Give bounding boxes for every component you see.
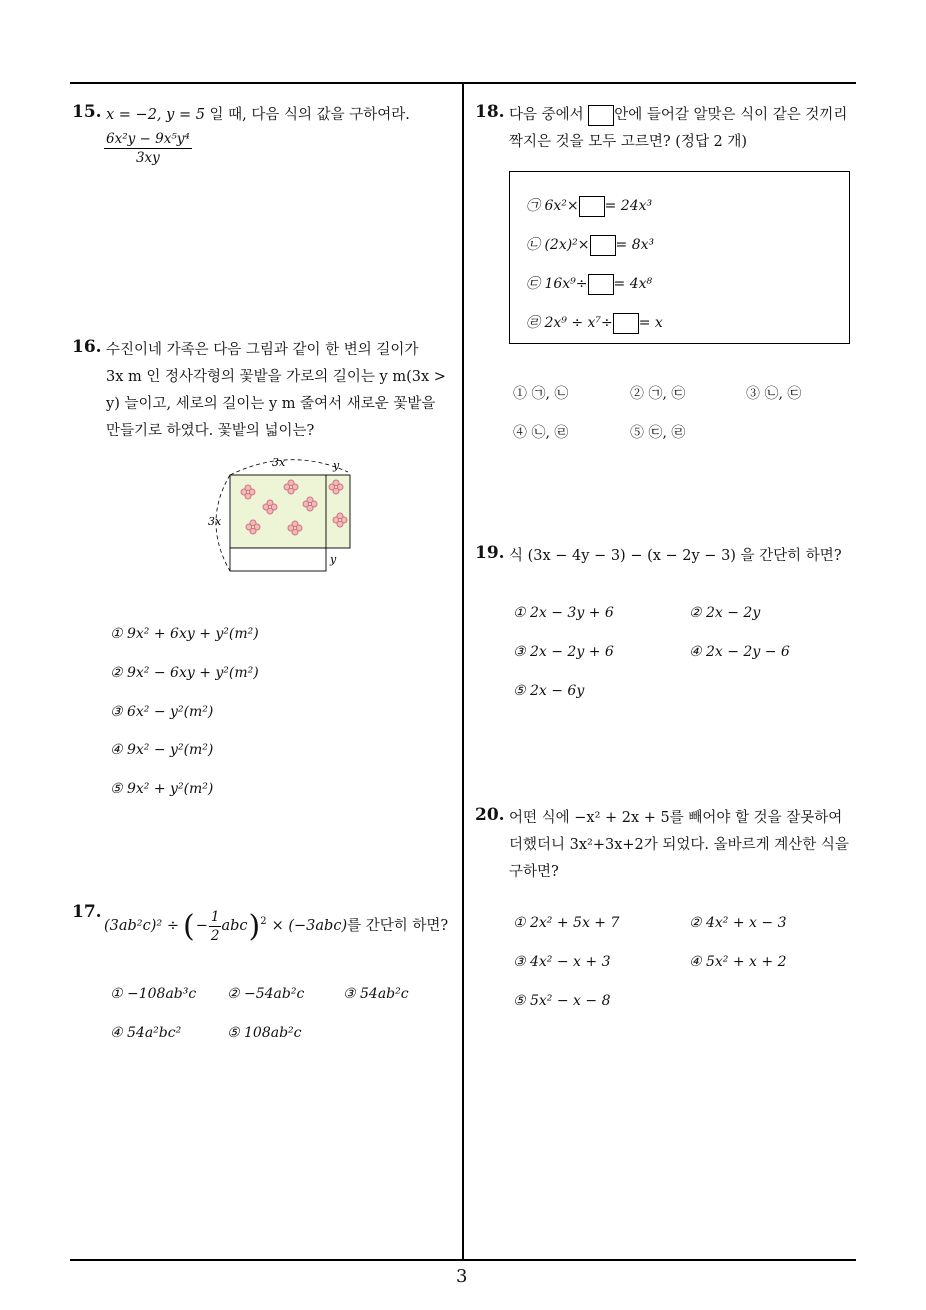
line: 더했더니 3x²+3x+2가 되었다. 올바르게 계산한 식을: [509, 837, 849, 853]
condition: x = −2, y = 5: [106, 107, 205, 123]
item-label: ㉣: [526, 315, 540, 331]
blank-box: [579, 196, 605, 217]
top-dashed-arc: [230, 460, 348, 475]
line: 구하면?: [509, 864, 559, 880]
column-divider: [462, 82, 464, 1260]
line: 안에 들어갈 알맞은 식이 같은 것끼리: [614, 107, 848, 123]
question-number: 19.: [475, 543, 505, 563]
exponent: 2: [260, 916, 267, 927]
item-left: (2x)²×: [544, 237, 590, 253]
option-4[interactable]: ④ ㉡, ㉣: [513, 425, 569, 441]
numerator: 1: [210, 908, 220, 925]
item-label: ㉠: [526, 198, 540, 214]
paren-open: (: [182, 908, 195, 944]
question-number: 16.: [72, 337, 102, 357]
line: 다음 중에서: [509, 107, 584, 123]
question-text: [106, 102, 410, 129]
flower-garden-figure: [200, 452, 370, 582]
item-right: = 4x⁸: [613, 276, 653, 292]
expression-right: × (−3abc): [271, 917, 348, 934]
line: 3x m 인 정사각형의 꽃밭을 가로의 길이는 y m(3x >: [106, 369, 446, 385]
item-right: = 24x³: [604, 198, 653, 214]
option-1[interactable]: ① 9x² + 6xy + y²(m²): [110, 626, 259, 642]
question-text: [104, 906, 448, 946]
expression-left: (3ab²c)² ÷: [104, 917, 179, 934]
option-2[interactable]: ② 2x − 2y: [689, 605, 761, 621]
line: 수진이네 가족은 다음 그림과 같이 한 변의 길이가: [106, 342, 419, 358]
line: 어떤 식에 −x² + 2x + 5를 빼어야 할 것을 잘못하여: [509, 810, 843, 826]
item-left: 16x⁹÷: [544, 276, 588, 292]
removed-strip: [230, 548, 326, 571]
question-number: 20.: [475, 805, 505, 825]
numerator: 6x²y − 9x⁵y⁴: [106, 131, 190, 147]
line: y) 늘이고, 세로의 길이는 y m 줄여서 새로운 꽃밭을: [106, 396, 436, 412]
label-top-y: y: [333, 459, 340, 472]
blank-box: [588, 105, 614, 126]
page-number: 3: [456, 1266, 468, 1287]
option-5[interactable]: ⑤ 2x − 6y: [513, 683, 585, 699]
option-4[interactable]: ④ 5x² + x + 2: [689, 954, 787, 970]
item-label: ㉡: [526, 237, 540, 253]
label-top-3x: 3x: [272, 456, 286, 469]
option-3[interactable]: ③ 4x² − x + 3: [513, 954, 611, 970]
option-5[interactable]: ⑤ 5x² − x − 8: [513, 993, 611, 1009]
item-right: = 8x³: [615, 237, 655, 253]
item-left: 6x²×: [544, 198, 579, 214]
prompt: 일 때, 다음 식의 값을 구하여라.: [209, 107, 410, 123]
question-number: 17.: [72, 902, 102, 922]
item-label: ㉢: [526, 276, 540, 292]
question-text: [106, 337, 456, 445]
option-5[interactable]: ⑤ 108ab²c: [227, 1025, 302, 1041]
line: 만들기로 하였다. 꽃밭의 넓이는?: [106, 423, 315, 439]
label-left-3x: 3x: [208, 515, 222, 528]
question-number: 15.: [72, 102, 102, 122]
option-1[interactable]: ① ㉠, ㉡: [513, 386, 569, 402]
item-1: [526, 195, 652, 217]
prompt: 를 간단히 하면?: [347, 917, 449, 934]
option-4[interactable]: ④ 9x² − y²(m²): [110, 742, 214, 758]
option-5[interactable]: ⑤ ㉢, ㉣: [630, 425, 686, 441]
item-right: = x: [638, 315, 663, 331]
option-2[interactable]: ② 9x² − 6xy + y²(m²): [110, 665, 259, 681]
blank-box: [613, 313, 639, 334]
question-text: [509, 102, 847, 156]
blank-box: [590, 235, 616, 256]
denominator: 2: [210, 927, 220, 944]
option-1[interactable]: ① −108ab³c: [110, 986, 197, 1002]
fraction: [209, 908, 222, 945]
item-4: [526, 312, 663, 334]
question-number: 18.: [475, 102, 505, 122]
expression-inside: abc: [221, 917, 248, 934]
option-5[interactable]: ⑤ 9x² + y²(m²): [110, 781, 214, 797]
item-left: 2x⁹ ÷ x⁷÷: [544, 315, 613, 331]
option-4[interactable]: ④ 54a²bc²: [110, 1025, 182, 1041]
question-text: [509, 805, 859, 886]
question-text: 식 (3x − 4y − 3) − (x − 2y − 3) 을 간단히 하면?: [509, 548, 842, 564]
bottom-rule: [70, 1259, 856, 1261]
label-bottom-y: y: [330, 553, 337, 566]
option-3[interactable]: ③ 54ab²c: [343, 986, 409, 1002]
line: 짝지은 것을 모두 고르면? (정답 2 개): [509, 134, 748, 150]
option-3[interactable]: ③ 2x − 2y + 6: [513, 644, 614, 660]
minus-sign: −: [195, 917, 208, 934]
option-1[interactable]: ① 2x² + 5x + 7: [513, 915, 620, 931]
option-2[interactable]: ② −54ab²c: [227, 986, 305, 1002]
option-1[interactable]: ① 2x − 3y + 6: [513, 605, 614, 621]
paren-close: ): [248, 908, 261, 944]
fraction-expression: [104, 130, 192, 167]
option-3[interactable]: ③ ㉡, ㉢: [746, 386, 802, 402]
blank-box: [588, 274, 614, 295]
denominator: 3xy: [135, 150, 160, 166]
option-2[interactable]: ② ㉠, ㉢: [630, 386, 686, 402]
option-4[interactable]: ④ 2x − 2y − 6: [689, 644, 790, 660]
item-3: [526, 273, 652, 295]
item-2: [526, 234, 654, 256]
option-3[interactable]: ③ 6x² − y²(m²): [110, 704, 214, 720]
option-2[interactable]: ② 4x² + x − 3: [689, 915, 787, 931]
